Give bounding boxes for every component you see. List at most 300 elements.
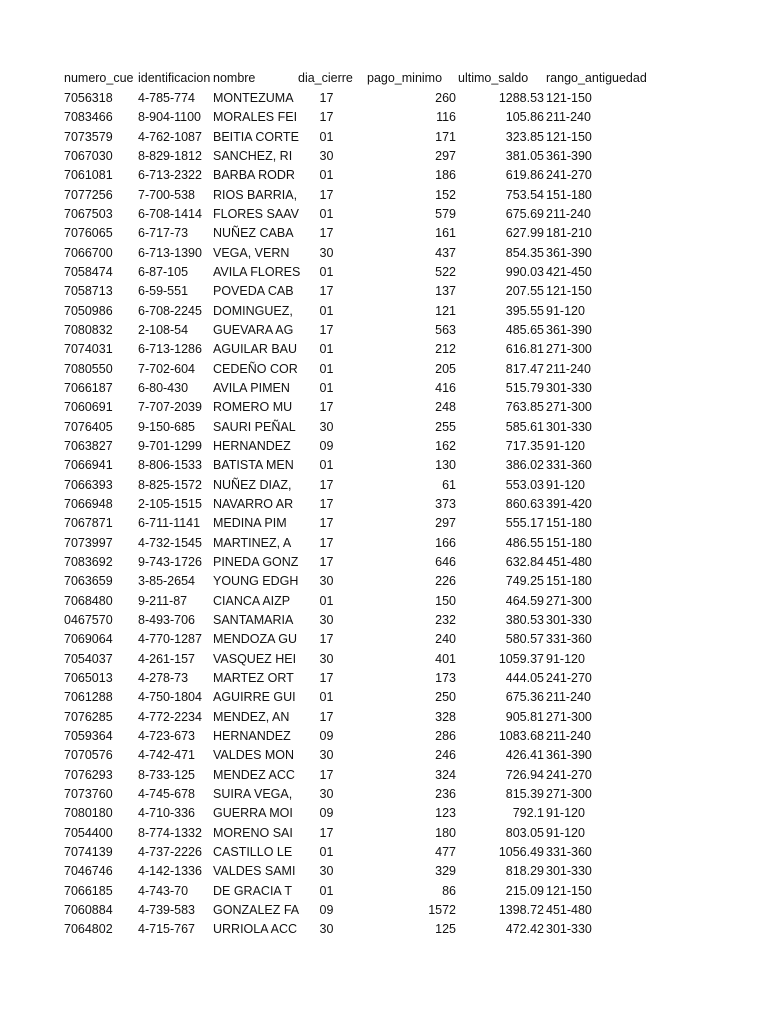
nombre-cell[interactable]: BATISTA MEN [213, 458, 294, 473]
dia-cierre-cell[interactable]: 01 [319, 380, 334, 395]
ultimo-saldo-cell[interactable]: 632.84 [505, 554, 544, 569]
nombre-cell[interactable]: CASTILLO LE [213, 844, 293, 859]
numero-cuenta-cell[interactable]: 7074031 [64, 342, 113, 357]
identificacion-cell[interactable]: 4-142-1336 [138, 864, 202, 879]
nombre-cell[interactable]: MARTINEZ, A [213, 535, 292, 550]
numero-cuenta-cell[interactable]: 7065013 [64, 670, 113, 685]
nombre-cell[interactable]: PINEDA GONZ [213, 554, 299, 569]
numero-cuenta-cell[interactable]: 7063827 [64, 438, 113, 453]
pago-minimo-cell[interactable]: 297 [435, 516, 456, 531]
identificacion-cell[interactable]: 4-715-767 [138, 922, 195, 937]
identificacion-cell[interactable]: 4-710-336 [138, 806, 195, 821]
dia-cierre-cell[interactable]: 30 [319, 864, 334, 879]
nombre-cell[interactable]: ROMERO MU [213, 400, 293, 415]
ultimo-saldo-cell[interactable]: 675.36 [505, 690, 544, 705]
identificacion-cell[interactable]: 6-713-1286 [138, 342, 202, 357]
numero-cuenta-cell[interactable]: 7076285 [64, 709, 113, 724]
identificacion-cell[interactable]: 8-493-706 [138, 612, 195, 627]
rango-antiguedad-cell[interactable]: 301-330 [546, 922, 592, 937]
identificacion-cell[interactable]: 6-717-73 [138, 226, 189, 241]
nombre-cell[interactable]: VASQUEZ HEI [213, 651, 297, 666]
identificacion-cell[interactable]: 4-723-673 [138, 728, 195, 743]
numero-cuenta-cell[interactable]: 7063659 [64, 574, 113, 589]
ultimo-saldo-cell[interactable]: 515.79 [505, 380, 544, 395]
pago-minimo-cell[interactable]: 329 [435, 864, 456, 879]
header-nombre[interactable]: nombre [213, 71, 256, 85]
identificacion-cell[interactable]: 9-701-1299 [138, 438, 202, 453]
header-pago-minimo[interactable]: pago_minimo [367, 71, 443, 85]
pago-minimo-cell[interactable]: 401 [435, 651, 456, 666]
ultimo-saldo-cell[interactable]: 815.39 [505, 786, 544, 801]
identificacion-cell[interactable]: 8-774-1332 [138, 825, 202, 840]
ultimo-saldo-cell[interactable]: 426.41 [505, 748, 544, 763]
ultimo-saldo-cell[interactable]: 753.54 [505, 187, 544, 202]
dia-cierre-cell[interactable]: 01 [319, 206, 334, 221]
rango-antiguedad-cell[interactable]: 121-150 [546, 883, 592, 898]
rango-antiguedad-cell[interactable]: 301-330 [546, 419, 592, 434]
rango-antiguedad-cell[interactable]: 361-390 [546, 748, 592, 763]
pago-minimo-cell[interactable]: 579 [435, 206, 456, 221]
numero-cuenta-cell[interactable]: 7046746 [64, 864, 113, 879]
dia-cierre-cell[interactable]: 01 [319, 361, 334, 376]
numero-cuenta-cell[interactable]: 7058474 [64, 264, 113, 279]
ultimo-saldo-cell[interactable]: 854.35 [505, 245, 544, 260]
rango-antiguedad-cell[interactable]: 241-270 [546, 168, 592, 183]
pago-minimo-cell[interactable]: 236 [435, 786, 456, 801]
ultimo-saldo-cell[interactable]: 381.05 [505, 148, 544, 163]
pago-minimo-cell[interactable]: 116 [436, 110, 456, 125]
dia-cierre-cell[interactable]: 17 [319, 496, 334, 511]
numero-cuenta-cell[interactable]: 7083692 [64, 554, 113, 569]
numero-cuenta-cell[interactable]: 7069064 [64, 632, 113, 647]
nombre-cell[interactable]: GUERRA MOI [213, 806, 293, 821]
rango-antiguedad-cell[interactable]: 151-180 [546, 187, 592, 202]
numero-cuenta-cell[interactable]: 7076405 [64, 419, 113, 434]
nombre-cell[interactable]: AGUIRRE GUI [213, 690, 296, 705]
numero-cuenta-cell[interactable]: 7066700 [64, 245, 113, 260]
ultimo-saldo-cell[interactable]: 763.85 [505, 400, 544, 415]
ultimo-saldo-cell[interactable]: 323.85 [505, 129, 544, 144]
rango-antiguedad-cell[interactable]: 151-180 [546, 574, 592, 589]
rango-antiguedad-cell[interactable]: 271-300 [546, 709, 592, 724]
rango-antiguedad-cell[interactable]: 91-120 [546, 806, 585, 821]
numero-cuenta-cell[interactable]: 7056318 [64, 91, 113, 105]
pago-minimo-cell[interactable]: 255 [435, 419, 456, 434]
identificacion-cell[interactable]: 9-743-1726 [138, 554, 202, 569]
numero-cuenta-cell[interactable]: 7061288 [64, 690, 113, 705]
nombre-cell[interactable]: AGUILAR BAU [213, 342, 298, 357]
pago-minimo-cell[interactable]: 416 [435, 380, 456, 395]
rango-antiguedad-cell[interactable]: 241-270 [546, 767, 592, 782]
numero-cuenta-cell[interactable]: 7070576 [64, 748, 113, 763]
nombre-cell[interactable]: MENDOZA GU [213, 632, 298, 647]
identificacion-cell[interactable]: 8-733-125 [138, 767, 195, 782]
rango-antiguedad-cell[interactable]: 361-390 [546, 245, 592, 260]
ultimo-saldo-cell[interactable]: 905.81 [505, 709, 544, 724]
numero-cuenta-cell[interactable]: 7067871 [64, 516, 113, 531]
numero-cuenta-cell[interactable]: 7080550 [64, 361, 113, 376]
ultimo-saldo-cell[interactable]: 817.47 [505, 361, 544, 376]
dia-cierre-cell[interactable]: 17 [319, 110, 334, 125]
rango-antiguedad-cell[interactable]: 301-330 [546, 380, 592, 395]
dia-cierre-cell[interactable]: 01 [319, 883, 334, 898]
pago-minimo-cell[interactable]: 226 [435, 574, 456, 589]
numero-cuenta-cell[interactable]: 7067030 [64, 148, 113, 163]
identificacion-cell[interactable]: 7-707-2039 [138, 400, 202, 415]
identificacion-cell[interactable]: 4-762-1087 [138, 129, 202, 144]
rango-antiguedad-cell[interactable]: 151-180 [546, 516, 592, 531]
pago-minimo-cell[interactable]: 123 [435, 806, 456, 821]
pago-minimo-cell[interactable]: 563 [435, 322, 456, 337]
dia-cierre-cell[interactable]: 17 [319, 709, 334, 724]
pago-minimo-cell[interactable]: 250 [435, 690, 456, 705]
nombre-cell[interactable]: DE GRACIA T [213, 883, 292, 898]
rango-antiguedad-cell[interactable]: 241-270 [546, 670, 592, 685]
numero-cuenta-cell[interactable]: 7068480 [64, 593, 113, 608]
nombre-cell[interactable]: MEDINA PIM [213, 516, 287, 531]
numero-cuenta-cell[interactable]: 7066393 [64, 477, 113, 492]
nombre-cell[interactable]: SUIRA VEGA, [213, 786, 293, 801]
dia-cierre-cell[interactable]: 17 [319, 91, 334, 105]
rango-antiguedad-cell[interactable]: 211-240 [546, 206, 591, 221]
identificacion-cell[interactable]: 4-785-774 [138, 91, 195, 105]
ultimo-saldo-cell[interactable]: 792.1 [512, 806, 544, 821]
ultimo-saldo-cell[interactable]: 675.69 [505, 206, 544, 221]
ultimo-saldo-cell[interactable]: 580.57 [505, 632, 544, 647]
dia-cierre-cell[interactable]: 17 [319, 322, 334, 337]
pago-minimo-cell[interactable]: 61 [442, 477, 456, 492]
pago-minimo-cell[interactable]: 246 [435, 748, 456, 763]
identificacion-cell[interactable]: 4-732-1545 [138, 535, 202, 550]
dia-cierre-cell[interactable]: 01 [319, 303, 334, 318]
ultimo-saldo-cell[interactable]: 1059.37 [498, 651, 544, 666]
dia-cierre-cell[interactable]: 30 [319, 148, 334, 163]
identificacion-cell[interactable]: 4-770-1287 [138, 632, 202, 647]
ultimo-saldo-cell[interactable]: 619.86 [505, 168, 544, 183]
nombre-cell[interactable]: MARTEZ ORT [213, 670, 294, 685]
identificacion-cell[interactable]: 7-700-538 [138, 187, 195, 202]
dia-cierre-cell[interactable]: 09 [319, 728, 334, 743]
nombre-cell[interactable]: VALDES MON [213, 748, 295, 763]
nombre-cell[interactable]: AVILA FLORES [213, 264, 301, 279]
numero-cuenta-cell[interactable]: 7076293 [64, 767, 113, 782]
dia-cierre-cell[interactable]: 17 [319, 554, 334, 569]
pago-minimo-cell[interactable]: 180 [435, 825, 456, 840]
numero-cuenta-cell[interactable]: 7073579 [64, 129, 113, 144]
nombre-cell[interactable]: NUÑEZ CABA [213, 226, 294, 241]
header-ultimo-saldo[interactable]: ultimo_saldo [458, 71, 529, 85]
pago-minimo-cell[interactable]: 286 [435, 728, 456, 743]
ultimo-saldo-cell[interactable]: 553.03 [505, 477, 544, 492]
dia-cierre-cell[interactable]: 01 [319, 342, 334, 357]
numero-cuenta-cell[interactable]: 7050986 [64, 303, 113, 318]
pago-minimo-cell[interactable]: 173 [435, 670, 456, 685]
numero-cuenta-cell[interactable]: 7064802 [64, 922, 113, 937]
pago-minimo-cell[interactable]: 125 [435, 922, 456, 937]
nombre-cell[interactable]: VALDES SAMI [213, 864, 296, 879]
nombre-cell[interactable]: MORALES FEI [213, 110, 298, 125]
nombre-cell[interactable]: URRIOLA ACC [213, 922, 298, 937]
pago-minimo-cell[interactable]: 373 [435, 496, 456, 511]
identificacion-cell[interactable]: 3-85-2654 [138, 574, 195, 589]
rango-antiguedad-cell[interactable]: 421-450 [546, 264, 592, 279]
dia-cierre-cell[interactable]: 09 [319, 902, 334, 917]
nombre-cell[interactable]: RIOS BARRIA, [213, 187, 298, 202]
nombre-cell[interactable]: YOUNG EDGH [213, 574, 299, 589]
identificacion-cell[interactable]: 6-59-551 [138, 284, 189, 299]
pago-minimo-cell[interactable]: 240 [435, 632, 456, 647]
ultimo-saldo-cell[interactable]: 616.81 [505, 342, 544, 357]
nombre-cell[interactable]: FLORES SAAV [213, 206, 299, 221]
rango-antiguedad-cell[interactable]: 451-480 [546, 902, 592, 917]
identificacion-cell[interactable]: 4-742-471 [138, 748, 195, 763]
nombre-cell[interactable]: MONTEZUMA [213, 91, 294, 105]
numero-cuenta-cell[interactable]: 7066185 [64, 883, 113, 898]
header-numero-cuenta[interactable]: numero_cue [64, 71, 134, 85]
identificacion-cell[interactable]: 4-745-678 [138, 786, 195, 801]
identificacion-cell[interactable]: 4-772-2234 [138, 709, 202, 724]
identificacion-cell[interactable]: 6-711-1141 [138, 516, 201, 531]
identificacion-cell[interactable]: 6-87-105 [138, 264, 189, 279]
identificacion-cell[interactable]: 9-150-685 [138, 419, 195, 434]
ultimo-saldo-cell[interactable]: 380.53 [505, 612, 544, 627]
ultimo-saldo-cell[interactable]: 215.09 [505, 883, 544, 898]
nombre-cell[interactable]: CEDEÑO COR [213, 361, 298, 376]
nombre-cell[interactable]: MENDEZ, AN [213, 709, 290, 724]
ultimo-saldo-cell[interactable]: 990.03 [505, 264, 544, 279]
nombre-cell[interactable]: SANTAMARIA [213, 612, 294, 627]
pago-minimo-cell[interactable]: 130 [435, 458, 456, 473]
rango-antiguedad-cell[interactable]: 121-150 [546, 91, 592, 105]
pago-minimo-cell[interactable]: 86 [442, 883, 456, 898]
dia-cierre-cell[interactable]: 01 [319, 458, 334, 473]
dia-cierre-cell[interactable]: 17 [319, 632, 334, 647]
ultimo-saldo-cell[interactable]: 555.17 [505, 516, 544, 531]
nombre-cell[interactable]: HERNANDEZ [213, 438, 291, 453]
identificacion-cell[interactable]: 2-105-1515 [138, 496, 202, 511]
rango-antiguedad-cell[interactable]: 181-210 [546, 226, 592, 241]
dia-cierre-cell[interactable]: 30 [319, 245, 334, 260]
pago-minimo-cell[interactable]: 297 [435, 148, 456, 163]
ultimo-saldo-cell[interactable]: 717.35 [505, 438, 544, 453]
ultimo-saldo-cell[interactable]: 386.02 [505, 458, 544, 473]
rango-antiguedad-cell[interactable]: 91-120 [546, 651, 585, 666]
ultimo-saldo-cell[interactable]: 749.25 [505, 574, 544, 589]
numero-cuenta-cell[interactable]: 7059364 [64, 728, 113, 743]
rango-antiguedad-cell[interactable]: 91-120 [546, 303, 585, 318]
pago-minimo-cell[interactable]: 232 [435, 612, 456, 627]
pago-minimo-cell[interactable]: 121 [435, 303, 456, 318]
dia-cierre-cell[interactable]: 09 [319, 438, 334, 453]
identificacion-cell[interactable]: 6-708-1414 [138, 206, 202, 221]
identificacion-cell[interactable]: 4-737-2226 [138, 844, 202, 859]
ultimo-saldo-cell[interactable]: 585.61 [505, 419, 544, 434]
rango-antiguedad-cell[interactable]: 271-300 [546, 593, 592, 608]
pago-minimo-cell[interactable]: 137 [435, 284, 456, 299]
numero-cuenta-cell[interactable]: 7073997 [64, 535, 113, 550]
pago-minimo-cell[interactable]: 260 [435, 91, 456, 105]
identificacion-cell[interactable]: 6-713-1390 [138, 245, 202, 260]
identificacion-cell[interactable]: 4-739-583 [138, 902, 195, 917]
numero-cuenta-cell[interactable]: 7060884 [64, 902, 113, 917]
ultimo-saldo-cell[interactable]: 105.86 [505, 110, 544, 125]
nombre-cell[interactable]: MENDEZ ACC [213, 767, 295, 782]
ultimo-saldo-cell[interactable]: 818.29 [505, 864, 544, 879]
dia-cierre-cell[interactable]: 30 [319, 786, 334, 801]
ultimo-saldo-cell[interactable]: 486.55 [505, 535, 544, 550]
numero-cuenta-cell[interactable]: 7054037 [64, 651, 113, 666]
dia-cierre-cell[interactable]: 30 [319, 574, 334, 589]
rango-antiguedad-cell[interactable]: 391-420 [546, 496, 592, 511]
numero-cuenta-cell[interactable]: 7080832 [64, 322, 113, 337]
pago-minimo-cell[interactable]: 328 [435, 709, 456, 724]
ultimo-saldo-cell[interactable]: 726.94 [505, 767, 544, 782]
ultimo-saldo-cell[interactable]: 485.65 [505, 322, 544, 337]
nombre-cell[interactable]: BEITIA CORTE [213, 129, 299, 144]
rango-antiguedad-cell[interactable]: 211-240 [546, 361, 591, 376]
pago-minimo-cell[interactable]: 477 [435, 844, 456, 859]
nombre-cell[interactable]: NAVARRO AR [213, 496, 294, 511]
numero-cuenta-cell[interactable]: 7066187 [64, 380, 113, 395]
dia-cierre-cell[interactable]: 17 [319, 187, 334, 202]
ultimo-saldo-cell[interactable]: 1083.68 [498, 728, 544, 743]
nombre-cell[interactable]: AVILA PIMEN [213, 380, 290, 395]
numero-cuenta-cell[interactable]: 7077256 [64, 187, 113, 202]
rango-antiguedad-cell[interactable]: 91-120 [546, 438, 585, 453]
dia-cierre-cell[interactable]: 30 [319, 419, 334, 434]
ultimo-saldo-cell[interactable]: 207.55 [505, 284, 544, 299]
dia-cierre-cell[interactable]: 01 [319, 129, 334, 144]
identificacion-cell[interactable]: 4-278-73 [138, 670, 189, 685]
pago-minimo-cell[interactable]: 161 [435, 226, 456, 241]
rango-antiguedad-cell[interactable]: 331-360 [546, 844, 592, 859]
numero-cuenta-cell[interactable]: 7066948 [64, 496, 113, 511]
pago-minimo-cell[interactable]: 162 [435, 438, 456, 453]
pago-minimo-cell[interactable]: 150 [435, 593, 456, 608]
rango-antiguedad-cell[interactable]: 211-240 [546, 728, 591, 743]
numero-cuenta-cell[interactable]: 7074139 [64, 844, 113, 859]
identificacion-cell[interactable]: 8-904-1100 [138, 110, 202, 125]
ultimo-saldo-cell[interactable]: 1288.53 [498, 91, 544, 105]
pago-minimo-cell[interactable]: 212 [435, 342, 456, 357]
dia-cierre-cell[interactable]: 01 [319, 593, 334, 608]
identificacion-cell[interactable]: 8-806-1533 [138, 458, 202, 473]
pago-minimo-cell[interactable]: 248 [435, 400, 456, 415]
ultimo-saldo-cell[interactable]: 464.59 [505, 593, 544, 608]
dia-cierre-cell[interactable]: 17 [319, 226, 334, 241]
rango-antiguedad-cell[interactable]: 91-120 [546, 477, 585, 492]
dia-cierre-cell[interactable]: 01 [319, 168, 334, 183]
dia-cierre-cell[interactable]: 01 [319, 844, 334, 859]
numero-cuenta-cell[interactable]: 7054400 [64, 825, 113, 840]
nombre-cell[interactable]: CIANCA AIZP [213, 593, 291, 608]
rango-antiguedad-cell[interactable]: 331-360 [546, 458, 592, 473]
dia-cierre-cell[interactable]: 17 [319, 477, 334, 492]
rango-antiguedad-cell[interactable]: 301-330 [546, 864, 592, 879]
rango-antiguedad-cell[interactable]: 301-330 [546, 612, 592, 627]
nombre-cell[interactable]: GUEVARA AG [213, 322, 294, 337]
pago-minimo-cell[interactable]: 646 [435, 554, 456, 569]
rango-antiguedad-cell[interactable]: 121-150 [546, 284, 592, 299]
numero-cuenta-cell[interactable]: 7066941 [64, 458, 113, 473]
identificacion-cell[interactable]: 2-108-54 [138, 322, 189, 337]
numero-cuenta-cell[interactable]: 7067503 [64, 206, 113, 221]
identificacion-cell[interactable]: 4-750-1804 [138, 690, 202, 705]
dia-cierre-cell[interactable]: 30 [319, 748, 334, 763]
rango-antiguedad-cell[interactable]: 91-120 [546, 825, 585, 840]
identificacion-cell[interactable]: 8-829-1812 [138, 148, 202, 163]
rango-antiguedad-cell[interactable]: 121-150 [546, 129, 592, 144]
pago-minimo-cell[interactable]: 437 [435, 245, 456, 260]
numero-cuenta-cell[interactable]: 7058713 [64, 284, 113, 299]
ultimo-saldo-cell[interactable]: 444.05 [505, 670, 544, 685]
ultimo-saldo-cell[interactable]: 860.63 [505, 496, 544, 511]
ultimo-saldo-cell[interactable]: 395.55 [505, 303, 544, 318]
identificacion-cell[interactable]: 6-713-2322 [138, 168, 202, 183]
numero-cuenta-cell[interactable]: 7061081 [64, 168, 113, 183]
rango-antiguedad-cell[interactable]: 211-240 [546, 110, 591, 125]
ultimo-saldo-cell[interactable]: 627.99 [505, 226, 544, 241]
dia-cierre-cell[interactable]: 17 [319, 516, 334, 531]
dia-cierre-cell[interactable]: 17 [319, 400, 334, 415]
nombre-cell[interactable]: NUÑEZ DIAZ, [213, 477, 292, 492]
dia-cierre-cell[interactable]: 30 [319, 612, 334, 627]
rango-antiguedad-cell[interactable]: 151-180 [546, 535, 592, 550]
header-rango-antiguedad[interactable]: rango_antiguedad [546, 71, 647, 85]
dia-cierre-cell[interactable]: 17 [319, 670, 334, 685]
identificacion-cell[interactable]: 4-743-70 [138, 883, 189, 898]
identificacion-cell[interactable]: 6-708-2245 [138, 303, 202, 318]
pago-minimo-cell[interactable]: 522 [435, 264, 456, 279]
header-dia-cierre[interactable]: dia_cierre [298, 71, 353, 85]
pago-minimo-cell[interactable]: 1572 [428, 902, 456, 917]
identificacion-cell[interactable]: 9-211-87 [138, 593, 188, 608]
nombre-cell[interactable]: VEGA, VERN [213, 245, 290, 260]
rango-antiguedad-cell[interactable]: 361-390 [546, 322, 592, 337]
dia-cierre-cell[interactable]: 30 [319, 651, 334, 666]
nombre-cell[interactable]: MORENO SAI [213, 825, 293, 840]
numero-cuenta-cell[interactable]: 7060691 [64, 400, 113, 415]
pago-minimo-cell[interactable]: 186 [435, 168, 456, 183]
dia-cierre-cell[interactable]: 01 [319, 264, 334, 279]
dia-cierre-cell[interactable]: 17 [319, 825, 334, 840]
rango-antiguedad-cell[interactable]: 271-300 [546, 400, 592, 415]
ultimo-saldo-cell[interactable]: 1398.72 [498, 902, 544, 917]
rango-antiguedad-cell[interactable]: 271-300 [546, 786, 592, 801]
ultimo-saldo-cell[interactable]: 1056.49 [498, 844, 544, 859]
identificacion-cell[interactable]: 7-702-604 [138, 361, 195, 376]
identificacion-cell[interactable]: 4-261-157 [138, 651, 195, 666]
nombre-cell[interactable]: GONZALEZ FA [213, 902, 300, 917]
dia-cierre-cell[interactable]: 30 [319, 922, 334, 937]
nombre-cell[interactable]: HERNANDEZ [213, 728, 291, 743]
dia-cierre-cell[interactable]: 01 [319, 690, 334, 705]
nombre-cell[interactable]: SAURI PEÑAL [213, 419, 296, 434]
dia-cierre-cell[interactable]: 17 [319, 767, 334, 782]
rango-antiguedad-cell[interactable]: 271-300 [546, 342, 592, 357]
pago-minimo-cell[interactable]: 205 [435, 361, 456, 376]
pago-minimo-cell[interactable]: 171 [435, 129, 456, 144]
numero-cuenta-cell[interactable]: 7073760 [64, 786, 113, 801]
rango-antiguedad-cell[interactable]: 211-240 [546, 690, 591, 705]
header-identificacion[interactable]: identificacion [138, 71, 211, 85]
nombre-cell[interactable]: BARBA RODR [213, 168, 295, 183]
pago-minimo-cell[interactable]: 166 [435, 535, 456, 550]
pago-minimo-cell[interactable]: 324 [435, 767, 456, 782]
numero-cuenta-cell[interactable]: 7083466 [64, 110, 113, 125]
nombre-cell[interactable]: DOMINGUEZ, [213, 303, 293, 318]
identificacion-cell[interactable]: 8-825-1572 [138, 477, 202, 492]
